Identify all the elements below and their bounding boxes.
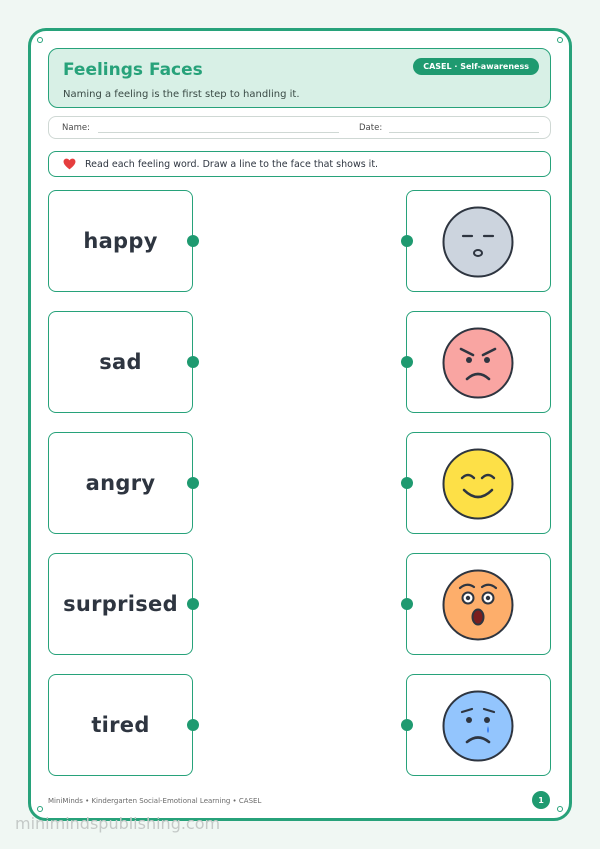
corner-dot <box>37 806 43 812</box>
connector-dot[interactable] <box>401 598 413 610</box>
connector-dot[interactable] <box>401 477 413 489</box>
face-card <box>406 190 551 292</box>
page-subtitle: Naming a feeling is the first step to handling it. <box>63 89 300 100</box>
word-card <box>48 674 193 776</box>
feeling-word: tired <box>91 713 150 737</box>
connector-dot[interactable] <box>187 477 199 489</box>
connector-dot[interactable] <box>401 356 413 368</box>
watermark: minimindspublishing.com <box>15 814 221 833</box>
name-label: Name: <box>62 123 90 133</box>
connector-dot[interactable] <box>401 719 413 731</box>
footer-text: MiniMinds • Kindergarten Social-Emotional Learning • CASEL <box>48 797 262 805</box>
corner-dot <box>557 37 563 43</box>
instruction-text: Read each feeling word. Draw a line to the face that shows it. <box>85 159 379 170</box>
date-label: Date: <box>359 123 383 133</box>
happy-face-icon <box>442 448 514 520</box>
instruction-bar <box>48 151 551 177</box>
face-card <box>406 674 551 776</box>
connector-dot[interactable] <box>187 598 199 610</box>
tired-face-icon <box>442 206 514 278</box>
feeling-word: angry <box>85 471 156 495</box>
connector-dot[interactable] <box>187 356 199 368</box>
face-card <box>406 311 551 413</box>
surprised-face-icon <box>442 569 514 641</box>
word-card <box>48 553 193 655</box>
page-number: 1 <box>532 791 550 809</box>
word-card <box>48 190 193 292</box>
word-card <box>48 432 193 534</box>
corner-dot <box>557 806 563 812</box>
connector-dot[interactable] <box>187 235 199 247</box>
word-card <box>48 311 193 413</box>
angry-face-icon <box>442 327 514 399</box>
casel-badge: CASEL · Self-awareness <box>413 58 539 75</box>
date-field[interactable] <box>389 132 539 133</box>
connector-dot[interactable] <box>401 235 413 247</box>
sad-face-icon <box>442 690 514 762</box>
header-banner <box>48 48 551 108</box>
name-field[interactable] <box>98 132 339 133</box>
name-date-bar <box>48 116 551 139</box>
feeling-word: surprised <box>63 592 178 616</box>
connector-dot[interactable] <box>187 719 199 731</box>
face-card <box>406 553 551 655</box>
feeling-word: sad <box>99 350 142 374</box>
face-card <box>406 432 551 534</box>
corner-dot <box>37 37 43 43</box>
page-title: Feelings Faces <box>63 60 203 80</box>
feeling-word: happy <box>83 229 158 253</box>
heart-icon <box>63 158 76 170</box>
